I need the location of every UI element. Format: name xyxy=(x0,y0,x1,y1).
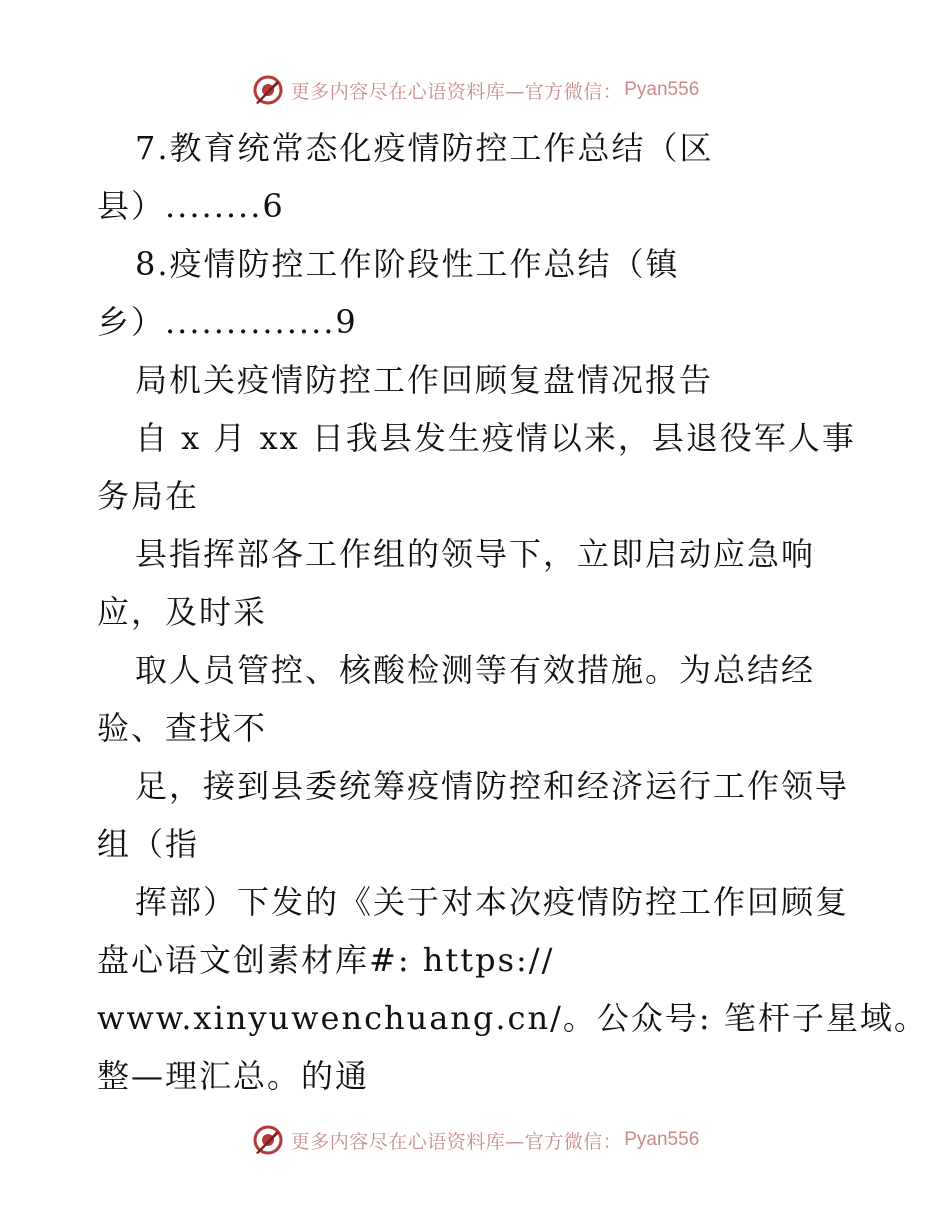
paragraph-line: 组（指 xyxy=(97,825,200,863)
pen-logo-icon xyxy=(251,73,285,107)
paragraph-line: 足，接到县委统筹疫情防控和经济运行工作领导 xyxy=(135,767,850,805)
paragraph-line: 县指挥部各工作组的领导下，立即启动应急响 xyxy=(135,535,816,573)
watermark-wechat-id: Pyan556 xyxy=(624,79,700,100)
pen-logo-icon xyxy=(251,1123,285,1157)
watermark-text: 更多内容尽在心语资料库—官方微信： xyxy=(290,1130,623,1153)
watermark-footer xyxy=(0,1120,950,1160)
toc-entry-7-continued: 县）........6 xyxy=(97,187,285,225)
paragraph-line: 务局在 xyxy=(97,477,200,515)
watermark-header xyxy=(0,70,950,110)
watermark-wechat-id: Pyan556 xyxy=(624,1129,700,1150)
toc-entry-7: 7.教育统常态化疫情防控工作总结（区 xyxy=(135,129,714,167)
toc-entry-8: 8.疫情防控工作阶段性工作总结（镇 xyxy=(135,245,680,283)
paragraph-line: 验、查找不 xyxy=(97,709,268,747)
section-title: 局机关疫情防控工作回顾复盘情况报告 xyxy=(135,361,714,399)
toc-entry-8-continued: 乡）..............9 xyxy=(97,303,358,341)
paragraph-line: 盘心语文创素材库#: https:// xyxy=(97,941,555,979)
paragraph-line: 取人员管控、核酸检测等有效措施。为总结经 xyxy=(135,651,816,689)
paragraph-line: 整—理汇总。的通 xyxy=(97,1057,370,1095)
paragraph-line: 自 x 月 xx 日我县发生疫情以来，县退役军人事 xyxy=(135,419,856,457)
watermark-text: 更多内容尽在心语资料库—官方微信： xyxy=(290,80,623,103)
paragraph-line-url: www.xinyuwenchuang.cn/。公众号: 笔杆子星域。 xyxy=(97,999,928,1037)
paragraph-line: 应，及时采 xyxy=(97,593,268,631)
paragraph-line: 挥部）下发的《关于对本次疫情防控工作回顾复 xyxy=(135,883,850,921)
